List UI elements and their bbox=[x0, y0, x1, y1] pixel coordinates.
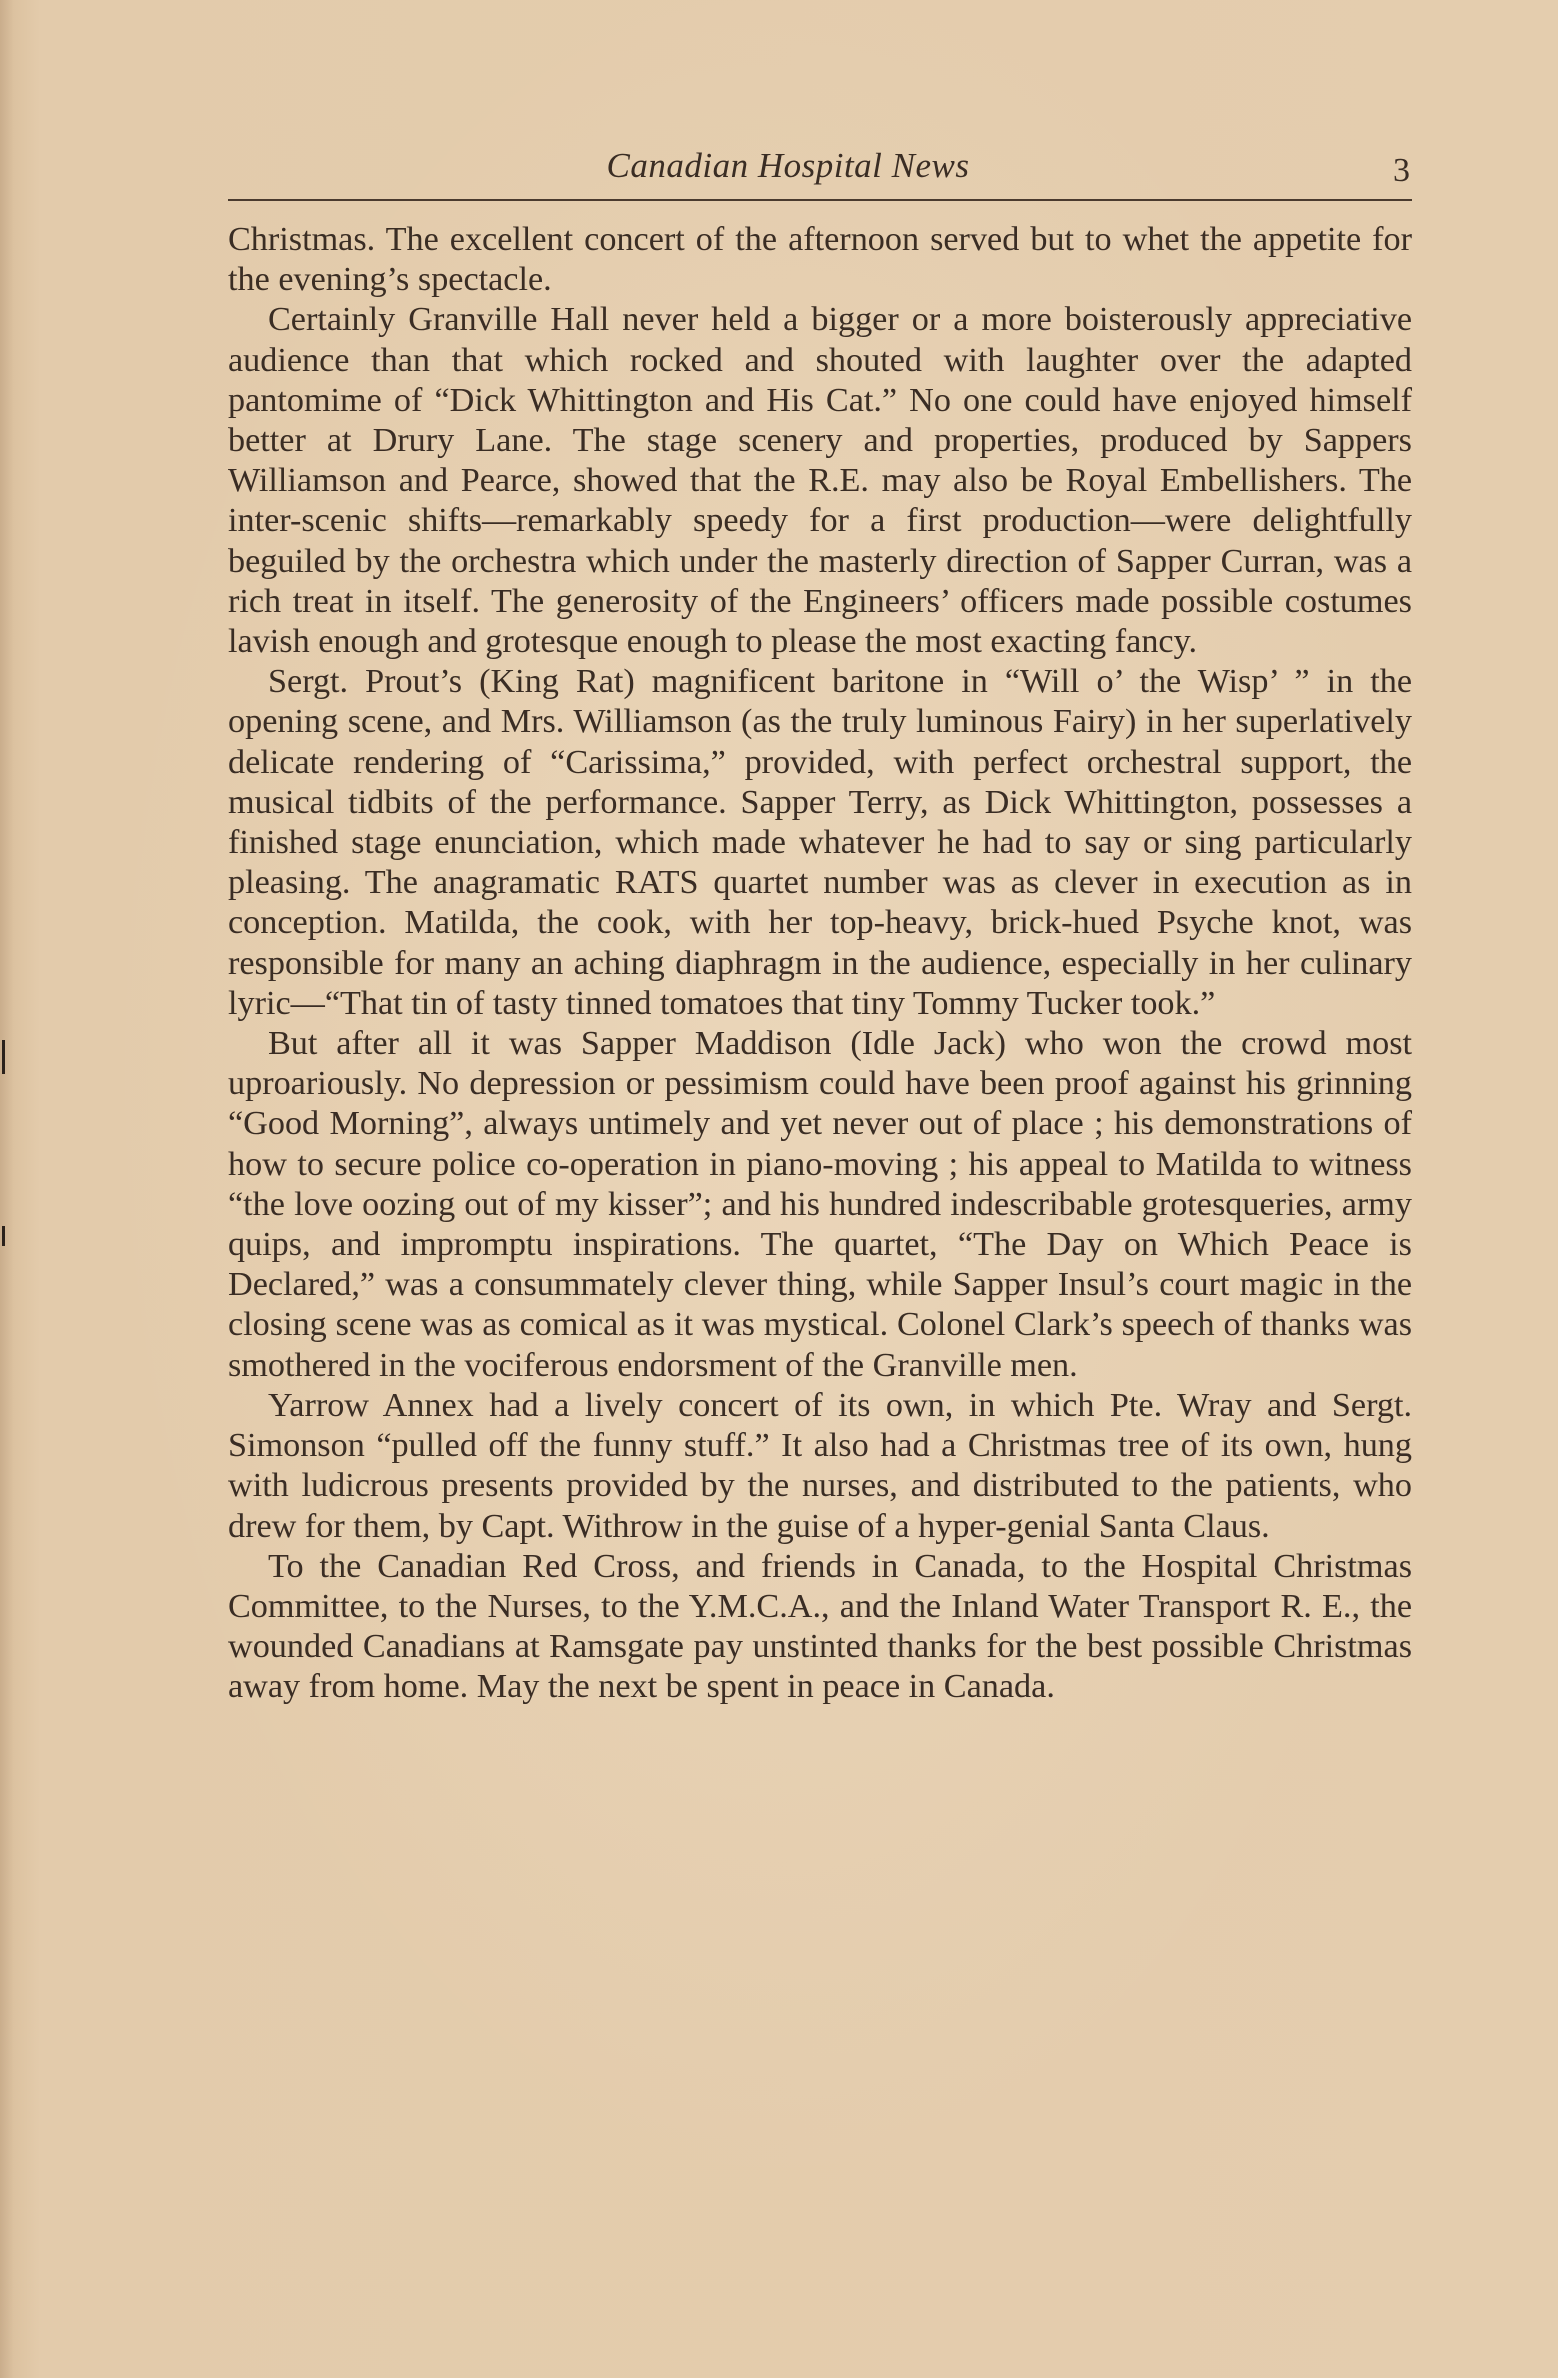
paragraph: Sergt. Prout’s (King Rat) magnificent baritone in “Will o’ the Wisp’ ” in the opening scene, and Mrs. Williamson (as the truly luminous Fairy) in her superlatively delicate rendering of “Carissima,” provided, with perfect orchestral support, the musical tidbits of the performance. Sapper Terry, as Dick Whittington, possesses a finished stage enunciation, which made whatever he had to say or sing particularly pleasing. The anagramatic RATS quartet number was as clever in execution as in conception. Matilda, the cook, with her top-heavy, brick-hued Psyche knot, was responsible for many an aching diaphragm in the audience, especially in her culinary lyric—“That tin of tasty tinned tomatoes that tiny Tommy Tucker took.” bbox=[228, 663, 1412, 1022]
paragraph: To the Canadian Red Cross, and friends in Canada, to the Hospital Christmas Committee, to the Nurses, to the Y.M.C.A., and the Inland Water Transport R. E., the wounded Canadians at Ramsgate pay unstinted thanks for the best possible Christmas away from home. May the next be spent in peace in Canada. bbox=[228, 1547, 1412, 1706]
paragraph: Yarrow Annex had a lively concert of its own, in which Pte. Wray and Sergt. Simonson “pulled off the funny stuff.” It also had a Christmas tree of its own, hung with ludicrous presents provided by the nurses, and distributed to the patients, who drew for them, by Capt. Withrow in the guise of a hyper-genial Santa Claus. bbox=[228, 1386, 1412, 1545]
running-head bbox=[228, 136, 1412, 196]
publication-title: Canadian Hospital News bbox=[606, 146, 970, 185]
paragraph: But after all it was Sapper Maddison (Idle Jack) who won the crowd most uproariously. No depression or pessimism could have been proof against his grinning “Good Morning”, always untimely and yet never out of place ; his demonstrations of how to secure police co-operation in piano-moving ; his appeal to Matilda to witness “the love oozing out of my kisser”; and his hundred indescribable grotesqueries, army quips, and impromptu inspirations. The quartet, “The Day on Which Peace is Declared,” was a consummately clever thing, while Sapper Insul’s court magic in the closing scene was as comical as it was mystical. Colonel Clark’s speech of thanks was smothered in the vociferous endorsment of the Granville men. bbox=[228, 1025, 1412, 1384]
paragraph: Certainly Granville Hall never held a bigger or a more boisterously appreciative audience than that which rocked and shouted with laughter over the adapted pantomime of “Dick Whittington and His Cat.” No one could have enjoyed himself better at Drury Lane. The stage scenery and properties, produced by Sappers Williamson and Pearce, showed that the R.E. may also be Royal Embellishers. The inter-scenic shifts—remarkably speedy for a first production—were delightfully beguiled by the orchestra which under the masterly direction of Sapper Curran, was a rich treat in itself. The generosity of the Engineers’ officers made possible costumes lavish enough and grotesque enough to please the most exacting fancy. bbox=[228, 301, 1412, 661]
page-edge-mark bbox=[2, 1226, 5, 1246]
paragraph: Christmas. The excellent concert of the afternoon served but to whet the appetite for the evening’s spectacle. bbox=[228, 221, 1412, 299]
article-body bbox=[228, 220, 1412, 1708]
page-number: 3 bbox=[1393, 152, 1410, 189]
page-edge-mark bbox=[2, 1040, 5, 1074]
header-rule bbox=[228, 199, 1412, 201]
